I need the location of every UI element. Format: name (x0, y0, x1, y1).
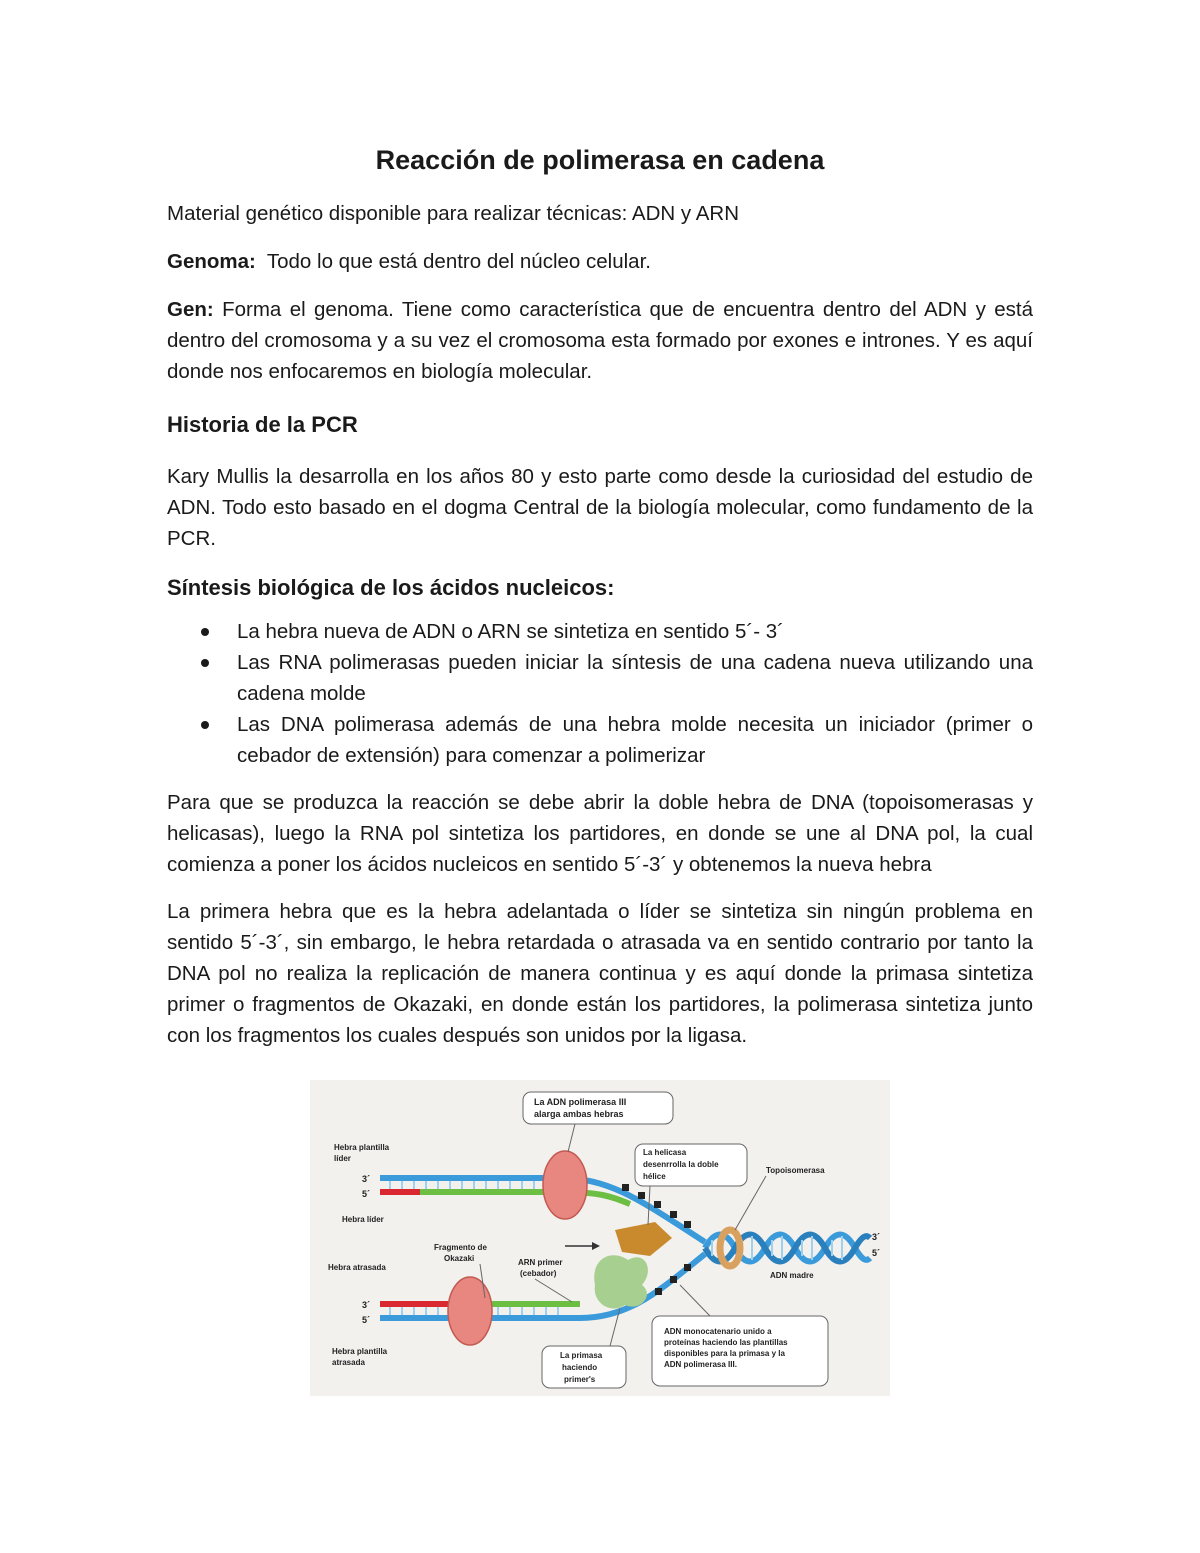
callout-helicasa-line3: hélice (643, 1172, 666, 1181)
replication-paragraph: La primera hebra que es la hebra adelantada o líder se sintetiza sin ningún problema en sentido 5´-3´, sin embargo, le hebra retardada o atrasada va en sentido contrario por tanto la DNA pol no realiza la replicación de manera continua y es aquí donde la primasa sintetiza primer o fragmentos de Okazaki, en donde están los partidores, la polimerasa sintetiza junto con los fragmentos los cuales después son unidos por la ligasa. (167, 900, 1033, 1047)
callout-monocatenario-line3: disponibles para la primasa y la (664, 1349, 785, 1358)
callout-primasa-line2: haciendo (562, 1363, 598, 1372)
replication-fork-diagram (310, 1080, 890, 1396)
label-hebra-plantilla-atrasada-1: Hebra plantilla (332, 1347, 388, 1356)
label-fragmento-okazaki-2: Okazaki (444, 1254, 475, 1263)
label-lagging-5prime: 5´ (362, 1315, 371, 1325)
genoma-label: Genoma: (167, 250, 256, 273)
label-fragmento-okazaki-1: Fragmento de (434, 1243, 487, 1252)
label-hebra-atrasada: Hebra atrasada (328, 1263, 386, 1272)
replication-fork-figure (310, 1080, 890, 1396)
label-arn-primer-2: (cebador) (520, 1269, 557, 1278)
label-hebra-plantilla-lider-1: Hebra plantilla (334, 1143, 390, 1152)
label-parent-5prime: 5´ (872, 1248, 881, 1258)
label-lagging-3prime: 3´ (362, 1300, 371, 1310)
bullet-dot-icon (201, 659, 209, 667)
section-heading-sintesis: Síntesis biológica de los ácidos nucleicos: (167, 575, 615, 600)
callout-monocatenario-line1: ADN monocatenario unido a (664, 1327, 772, 1336)
page-title: Reacción de polimerasa en cadena (375, 145, 825, 175)
label-leading-3prime: 3´ (362, 1174, 371, 1184)
parent-dna-helix (705, 1235, 870, 1262)
dna-polymerase-lagging (448, 1277, 492, 1345)
genoma-text: Todo lo que está dentro del núcleo celular. (255, 250, 651, 273)
gen-label: Gen: (167, 298, 214, 321)
reaction-paragraph: Para que se produzca la reacción se debe abrir la doble hebra de DNA (topoisomerasas y helicasas), luego la RNA pol sintetiza los partidores, en donde se une al DNA pol, la cual comienza a poner los ácidos nucleicos en sentido 5´-3´ y obtenemos la nueva hebra (167, 791, 1033, 876)
label-parent-3prime: 3´ (872, 1232, 881, 1242)
label-topoisomerasa: Topoisomerasa (766, 1166, 825, 1175)
section-heading-historia: Historia de la PCR (167, 412, 358, 437)
callout-monocatenario-line2: proteínas haciendo las plantillas (664, 1338, 788, 1347)
callout-pol3-line2: alarga ambas hebras (534, 1109, 624, 1119)
topoisomerase-ring (720, 1230, 740, 1266)
label-hebra-plantilla-lider-2: líder (334, 1154, 351, 1163)
callout-pol3-line1: La ADN polimerasa III (534, 1097, 627, 1107)
label-adn-madre: ADN madre (770, 1271, 814, 1280)
callout-monocatenario-line4: ADN polimerasa III. (664, 1360, 737, 1369)
label-leading-5prime: 5´ (362, 1189, 371, 1199)
genoma-paragraph (167, 246, 1033, 277)
bullet-list (167, 616, 1033, 771)
intro-paragraph: Material genético disponible para realizar técnicas: ADN y ARN (167, 202, 739, 225)
gen-text: Forma el genoma. Tiene como característica que de encuentra dentro del ADN y está dentro del cromosoma y a su vez el cromosoma esta formado por exones e intrones. Y es aquí donde nos enfocaremos en biología molecular. (167, 298, 1033, 383)
label-arn-primer-1: ARN primer (518, 1258, 563, 1267)
helicase-shape (615, 1222, 672, 1256)
callout-helicasa-line2: desenrrolla la doble (643, 1160, 719, 1169)
bullet-item: Las DNA polimerasa además de una hebra molde necesita un iniciador (primer o cebador de extensión) para comenzar a polimerizar (167, 709, 1033, 771)
primase-shape (594, 1255, 648, 1308)
label-hebra-plantilla-atrasada-2: atrasada (332, 1358, 365, 1367)
historia-paragraph: Kary Mullis la desarrolla en los años 80 y esto parte como desde la curiosidad del estudio de ADN. Todo esto basado en el dogma Central de la biología molecular, como fundamento de la PCR. (167, 465, 1033, 550)
bullet-item: Las RNA polimerasas pueden iniciar la síntesis de una cadena nueva utilizando una cadena molde (167, 647, 1033, 709)
gen-paragraph (167, 294, 1033, 387)
callout-primasa-line1: La primasa (560, 1351, 603, 1360)
callout-primasa-line3: primer's (564, 1375, 596, 1384)
direction-arrowhead-icon (592, 1242, 600, 1250)
dna-polymerase-leading (543, 1151, 587, 1219)
bullet-dot-icon (201, 721, 209, 729)
label-hebra-lider: Hebra líder (342, 1215, 384, 1224)
document-body (167, 140, 1033, 1051)
bullet-dot-icon (201, 628, 209, 636)
bullet-item: La hebra nueva de ADN o ARN se sintetiza en sentido 5´- 3´ (167, 616, 1033, 647)
callout-helicasa-line1: La helicasa (643, 1148, 687, 1157)
